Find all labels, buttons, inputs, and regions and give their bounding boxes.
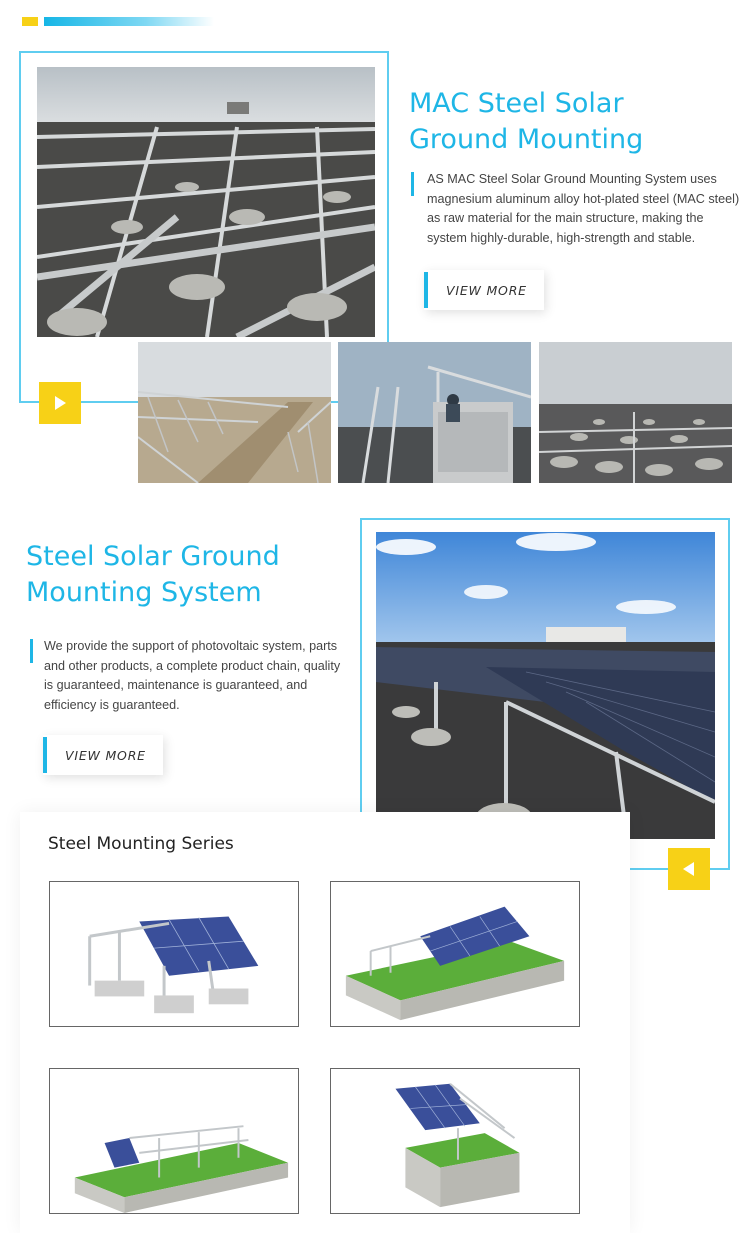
section1-view-more-button[interactable] [424,270,544,310]
section2-view-more-button[interactable] [43,735,163,775]
series-title: Steel Mounting Series [48,834,234,854]
product-card-3[interactable] [49,1068,299,1214]
section2-desc-bar [30,639,33,663]
section1-title-line1: MAC Steel Solar [409,88,624,119]
main-photo-solar-panels [376,532,715,839]
product-image-1 [50,882,298,1026]
main-photo-rooftop-mounting [37,67,375,337]
view-more-label: VIEW MORE [65,747,146,763]
thumb-rooftop-foundations[interactable] [539,342,732,483]
product-card-4[interactable] [330,1068,580,1214]
product-image-4 [331,1069,579,1213]
play-button[interactable] [39,382,81,424]
thumb-installation-worker[interactable] [338,342,531,483]
product-image-3 [50,1069,298,1213]
section2-title [26,539,280,611]
section2-description: We provide the support of photovoltaic system, parts and other products, a complete product chain, quality is guaranteed, maintenance is guaranteed, and efficiency is guaranteed. [44,639,341,712]
product-card-2[interactable] [330,881,580,1027]
prev-button[interactable] [668,848,710,890]
decor-yellow-block [22,17,38,26]
section1-desc-bar [411,172,414,196]
section1-title [409,86,643,158]
section2-title-line2: Mounting System [26,577,262,608]
section2-title-line1: Steel Solar Ground [26,541,280,572]
view-more-label: VIEW MORE [446,282,527,298]
product-card-1[interactable] [49,881,299,1027]
thumb-field-mounting[interactable] [138,342,331,483]
decor-blue-bar [44,17,214,26]
product-image-2 [331,882,579,1026]
play-icon [53,395,67,411]
section1-title-line2: Ground Mounting [409,124,644,155]
arrow-left-icon [682,861,696,877]
section1-description: AS MAC Steel Solar Ground Mounting System uses magnesium aluminum alloy hot-plated steel (MAC steel) as raw material for the main structure, making the system highly-durable, high-strength and stable. [427,172,740,245]
